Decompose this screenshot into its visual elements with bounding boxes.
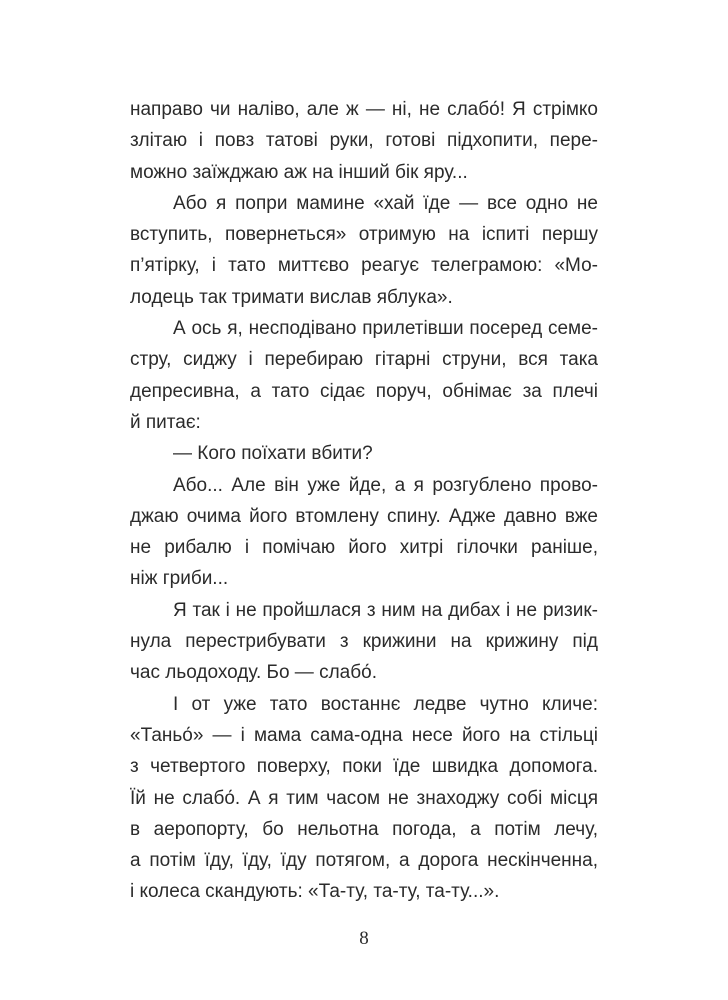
text-line: і колеса скандують: «Та-ту, та-ту, та-ту...». — [130, 881, 500, 903]
text-line: вступить, повернеться» отримую на іспиті першу — [130, 224, 598, 246]
text-line: І от уже тато востаннє ледве чутно кличе: — [173, 693, 598, 715]
text-line: Я так і не пройшлася з ним на дибах і не ризик- — [173, 599, 598, 621]
text-line: Або... Але він уже йде, а я розгублено прово- — [173, 474, 598, 496]
text-line: й питає: — [130, 411, 201, 433]
text-line: «Таньо́» — і мама сама-одна несе його на стільці — [130, 724, 598, 746]
text-line: а потім їду, їду, їду потягом, а дорога нескінченна, — [130, 850, 598, 872]
text-line: направо чи наліво, але ж — ні, не слабо́! Я стрімко — [130, 99, 598, 120]
text-line: час льодоходу. Бо — слабо́. — [130, 662, 377, 684]
text-line: можно заїжджаю аж на інший бік яру... — [130, 161, 468, 183]
text-line: не рибалю і помічаю його хитрі гілочки раніше, — [130, 537, 598, 559]
text-line: А ось я, несподівано прилетівши посеред семе- — [173, 318, 598, 340]
text-line: злітаю і повз татові руки, готові підхопити, пере- — [130, 130, 598, 152]
text-line: депресивна, а тато сідає поруч, обнімає за плечі — [130, 380, 598, 402]
text-line: стру, сиджу і перебираю гітарні струни, вся така — [130, 349, 598, 371]
text-line: джаю очима його втомлену спину. Адже давно вже — [130, 505, 598, 527]
text-line: — Кого поїхати вбити? — [173, 443, 373, 465]
text-line: з четвертого поверху, поки їде швидка допомога. — [130, 756, 598, 778]
body-text — [130, 94, 598, 908]
page-number: 8 — [359, 928, 369, 949]
text-line: Їй не слабо́. А я тим часом не знаходжу собі місця — [130, 787, 598, 809]
text-line: п’ятірку, і тато миттєво реагує телеграмою: «Мо- — [130, 255, 598, 277]
text-line: лодець так тримати вислав яблука». — [130, 286, 453, 308]
text-line: в аеропорту, бо нельотна погода, а потім лечу, — [130, 818, 598, 840]
text-line: ніж гриби... — [130, 568, 229, 590]
text-line: Або я попри мамине «хай їде — все одно не — [173, 192, 598, 214]
text-line: нула перестрибувати з крижини на крижину під — [130, 631, 598, 653]
